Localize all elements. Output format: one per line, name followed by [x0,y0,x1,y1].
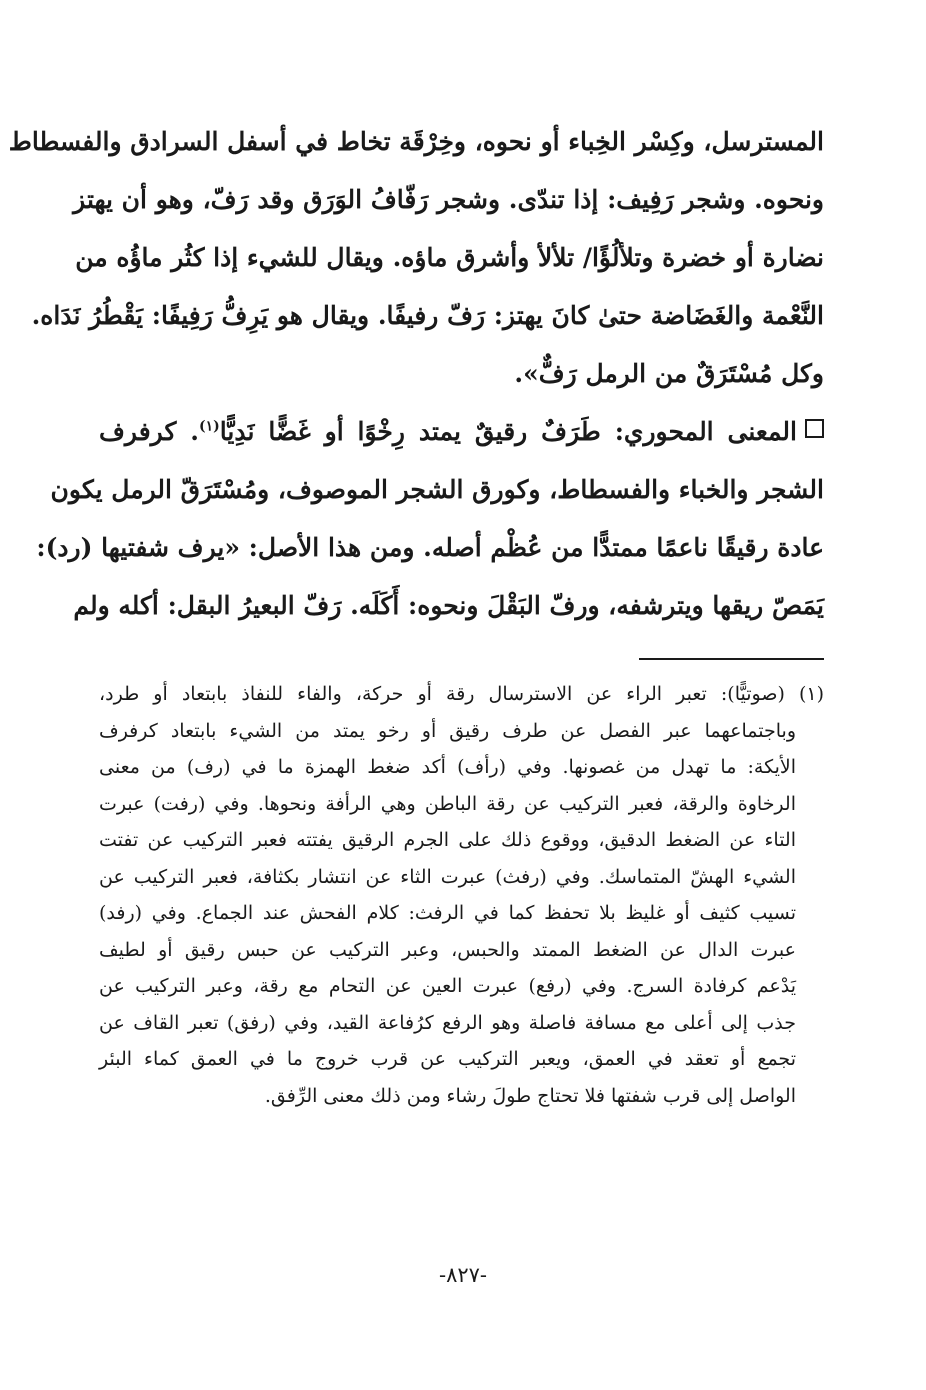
pivotal-meaning-line [99,408,824,466]
footnote-line: (١) (صوتيًّا): تعبر الراء عن الاسترسال رقة أو حركة، والفاء للنفاذ بابتعاد أو طرد، [99,683,824,705]
footnote-line: التاء عن الضغط الدقيق، ووقوع ذلك على الجرم الرقيق يفتته فعبر التركيب عن تفتت [99,829,796,851]
square-bullet-icon [805,419,824,438]
main-line: ونحوه. وشجر رَفِيف: إذا تندّى. وشجر رَفّافُ الوَرَق وقد رَفّ، وهو أن يهتز [73,185,824,214]
footnote-line: عبرت الدال عن الضغط الممتد والحبس، وعبر التركيب عن حبس رقيق أو لطيف [99,938,796,961]
page-number: -٨٢٧- [438,1263,488,1287]
pivotal-meaning-label: المعنى المحوري: [614,417,797,446]
footnote-line: تسيب كثيف أو غليظ بلا تحفظ كما في الرفث: كلام الفحش عند الجماع. وفي (رفد) [99,902,796,924]
footnote-reference[interactable]: (١) [198,418,220,435]
main-line: عادة رقيقًا ناعمًا ممتدًّا من عُظْم أصله. ومن هذا الأصل: «يرف شفتيها (رد): [36,533,824,562]
main-text [8,118,824,640]
main-line: المسترسل، وكِسْر الخِباء أو نحوه، وخِرْقَة تخاط في أسفل السرادق والفسطاط [8,127,824,156]
main-line: النَّعْمة والغَضَاضة حتىٰ كانَ يهتز: رَفّ رفيفًا. ويقال هو يَرِفُّ رَفِيفًا: يَقْطُرُ نَدَاه. [31,301,824,330]
footnote-line: الواصل إلى قرب شفتها فلا تحتاج طولَ رشاء ومن ذلك معنى الرِّفق. [264,1084,796,1107]
footnote-line: الأيكة: ما تهدل من غصونها. وفي (رأف) أكد ضغط الهمزة ما في (رف) من معنى [99,756,796,778]
footnote-line: الشيء الهشّ المتماسك. وفي (رفث) عبرت الثاء عن انتشار بكثافة، فعبر التركيب عن [99,865,796,888]
footnotes [99,676,824,1114]
footnote-line: الرخاوة والرقة، فعبر التركيب عن رقة الباطن وهي الرأفة ونحوها. وفي (رفت) عبرت [99,792,796,815]
main-line: نضارة أو خضرة وتلألُؤًا/ تلألأ وأشرق ماؤه. ويقال للشيء إذا كثُر ماؤُه من [75,243,824,272]
footnote-separator [639,658,824,660]
footnote-line: تجمع أو تعقد في العمق، ويعبر التركيب عن قرب خروج ما في العمق كماء البئر [99,1048,796,1070]
footnote-line: جذب إلى أعلى مع مسافة فاصلة وهو الرفع كرُفاعة القيد، وفي (رفق) تعبر القاف عن [99,1011,796,1034]
main-line: يَمَصّ ريقها ويترشفه، ورفّ البَقْلَ ونحوه: أَكَلَه. رَفّ البعيرُ البقل: أكله ولم [73,591,824,620]
footnote-line: يَدْعم كرفادة السرج. وفي (رفع) عبرت العين عن التحام مع رقة، وعبر التركيب عن [99,975,796,997]
pivotal-meaning-text: طَرَفٌ رقيقٌ يمتد رِخْوًا أو غَضًّا نَدِيًّا [219,417,615,446]
main-line: الشجر والخباء والفسطاط، وكورق الشجر الموصوف، ومُسْتَرَقّ الرمل يكون [50,475,824,504]
main-line: وكل مُسْتَرَقٌ من الرمل رَفٌّ». [514,359,824,388]
footnote-line: وباجتماعهما عبر الفصل عن طرف رقيق أو رخو يمتد من الشيء بابتعاد كرفرف [99,719,796,742]
pivotal-meaning-text-end: . كرفرف [99,417,199,446]
